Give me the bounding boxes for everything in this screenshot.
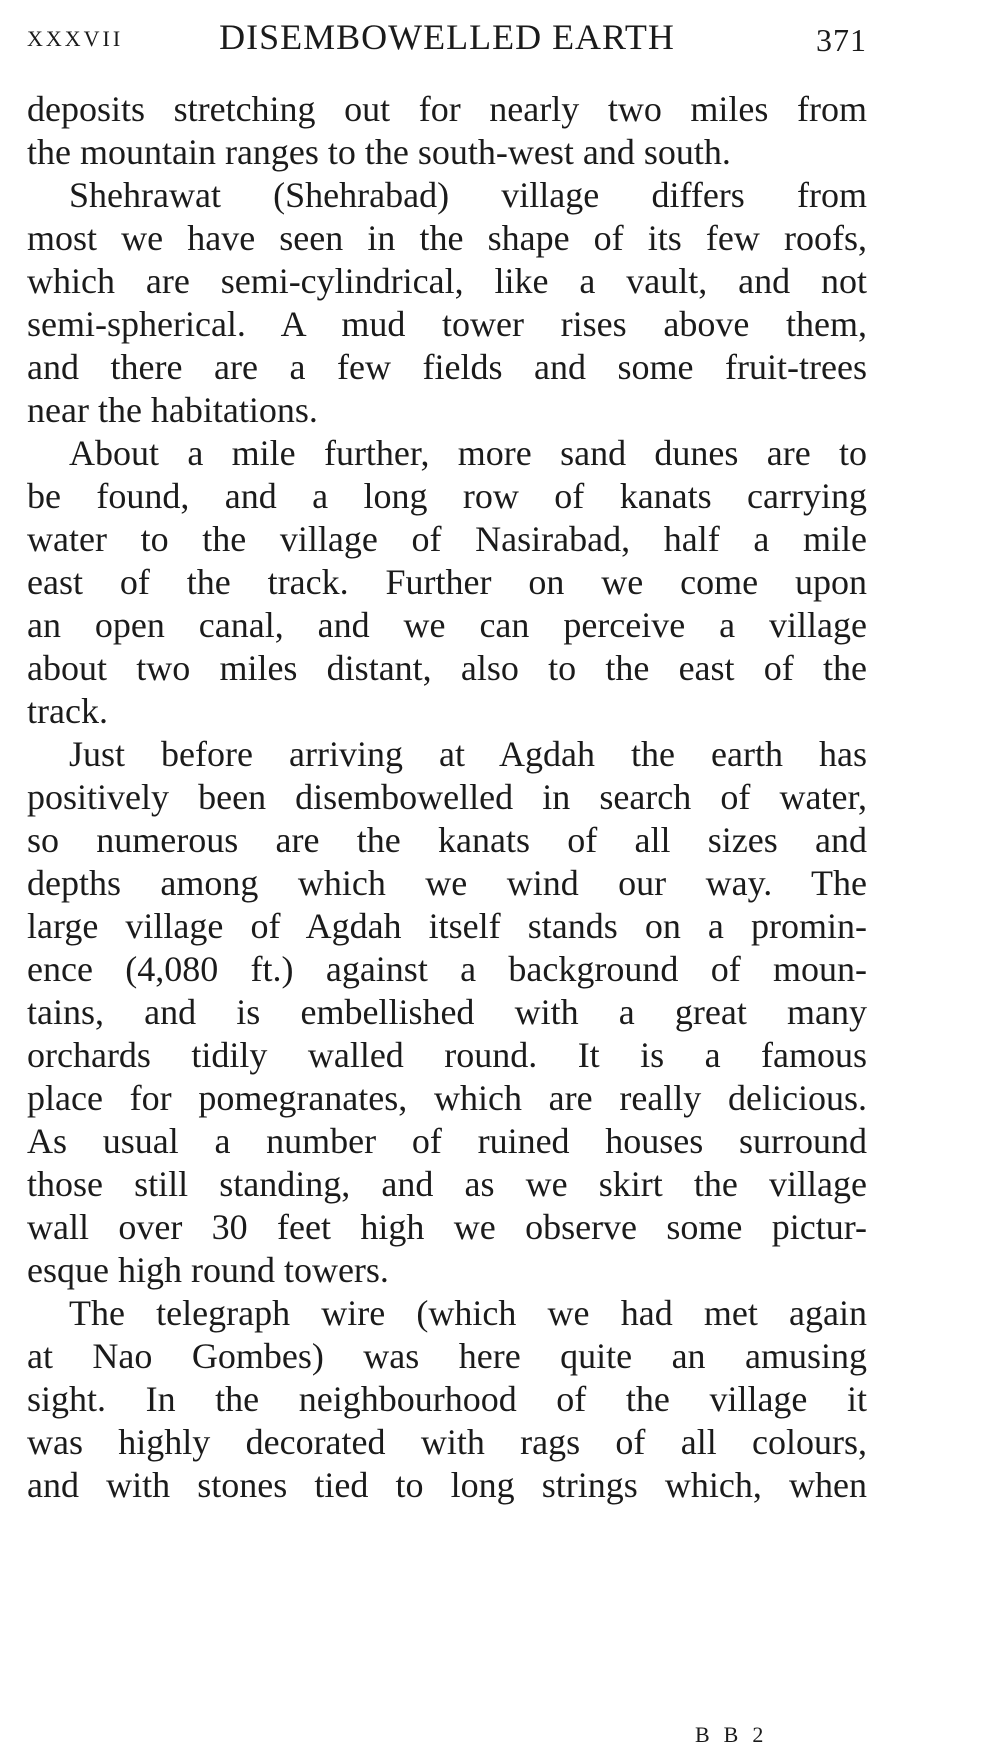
text-line: wall over 30 feet high we observe some pictur- xyxy=(27,1207,867,1247)
book-page xyxy=(27,0,867,1761)
text-line: About a mile further, more sand dunes are to xyxy=(69,433,867,473)
text-line: depths among which we wind our way. The xyxy=(27,863,867,903)
text-line: positively been disembowelled in search of water, xyxy=(27,777,867,817)
text-line: The telegraph wire (which we had met again xyxy=(69,1293,867,1333)
page-number: 371 xyxy=(816,22,867,58)
text-line: was highly decorated with rags of all colours, xyxy=(27,1422,867,1462)
paragraph xyxy=(27,174,867,432)
text-line: so numerous are the kanats of all sizes and xyxy=(27,820,867,860)
chapter-number: XXXVII xyxy=(27,26,124,51)
text-line: Just before arriving at Agdah the earth has xyxy=(69,734,867,774)
text-line: Shehrawat (Shehrabad) village differs from xyxy=(69,175,867,215)
text-line: As usual a number of ruined houses surround xyxy=(27,1121,867,1161)
paragraph xyxy=(27,88,867,174)
text-line: be found, and a long row of kanats carrying xyxy=(27,476,867,516)
body-text xyxy=(27,88,867,1507)
text-line: ence (4,080 ft.) against a background of moun- xyxy=(27,949,867,989)
paragraph xyxy=(27,733,867,1292)
text-line: near the habitations. xyxy=(27,390,318,430)
text-line: east of the track. Further on we come upon xyxy=(27,562,867,602)
paragraph xyxy=(27,1292,867,1507)
running-head xyxy=(27,16,867,66)
text-line: sight. In the neighbourhood of the village it xyxy=(27,1379,867,1419)
text-line: at Nao Gombes) was here quite an amusing xyxy=(27,1336,867,1376)
text-line: the mountain ranges to the south-west and south. xyxy=(27,132,731,172)
text-line: most we have seen in the shape of its few roofs, xyxy=(27,218,867,258)
text-line: an open canal, and we can perceive a village xyxy=(27,605,867,645)
text-line: and there are a few fields and some fruit-trees xyxy=(27,347,867,387)
text-line: and with stones tied to long strings which, when xyxy=(27,1465,867,1505)
paragraph xyxy=(27,432,867,733)
text-line: esque high round towers. xyxy=(27,1250,389,1290)
text-line: large village of Agdah itself stands on a promin- xyxy=(27,906,867,946)
text-line: water to the village of Nasirabad, half a mile xyxy=(27,519,867,559)
running-title: DISEMBOWELLED EARTH xyxy=(219,17,675,57)
text-line: those still standing, and as we skirt the village xyxy=(27,1164,867,1204)
text-line: about two miles distant, also to the east of the xyxy=(27,648,867,688)
text-line: deposits stretching out for nearly two miles from xyxy=(27,89,867,129)
text-line: which are semi-cylindrical, like a vault, and not xyxy=(27,261,867,301)
text-line: orchards tidily walled round. It is a famous xyxy=(27,1035,867,1075)
printer-signature: BB2 xyxy=(695,1722,778,1747)
text-line: place for pomegranates, which are really delicious. xyxy=(27,1078,867,1118)
text-line: track. xyxy=(27,691,108,731)
text-line: tains, and is embellished with a great many xyxy=(27,992,867,1032)
text-line: semi-spherical. A mud tower rises above them, xyxy=(27,304,867,344)
